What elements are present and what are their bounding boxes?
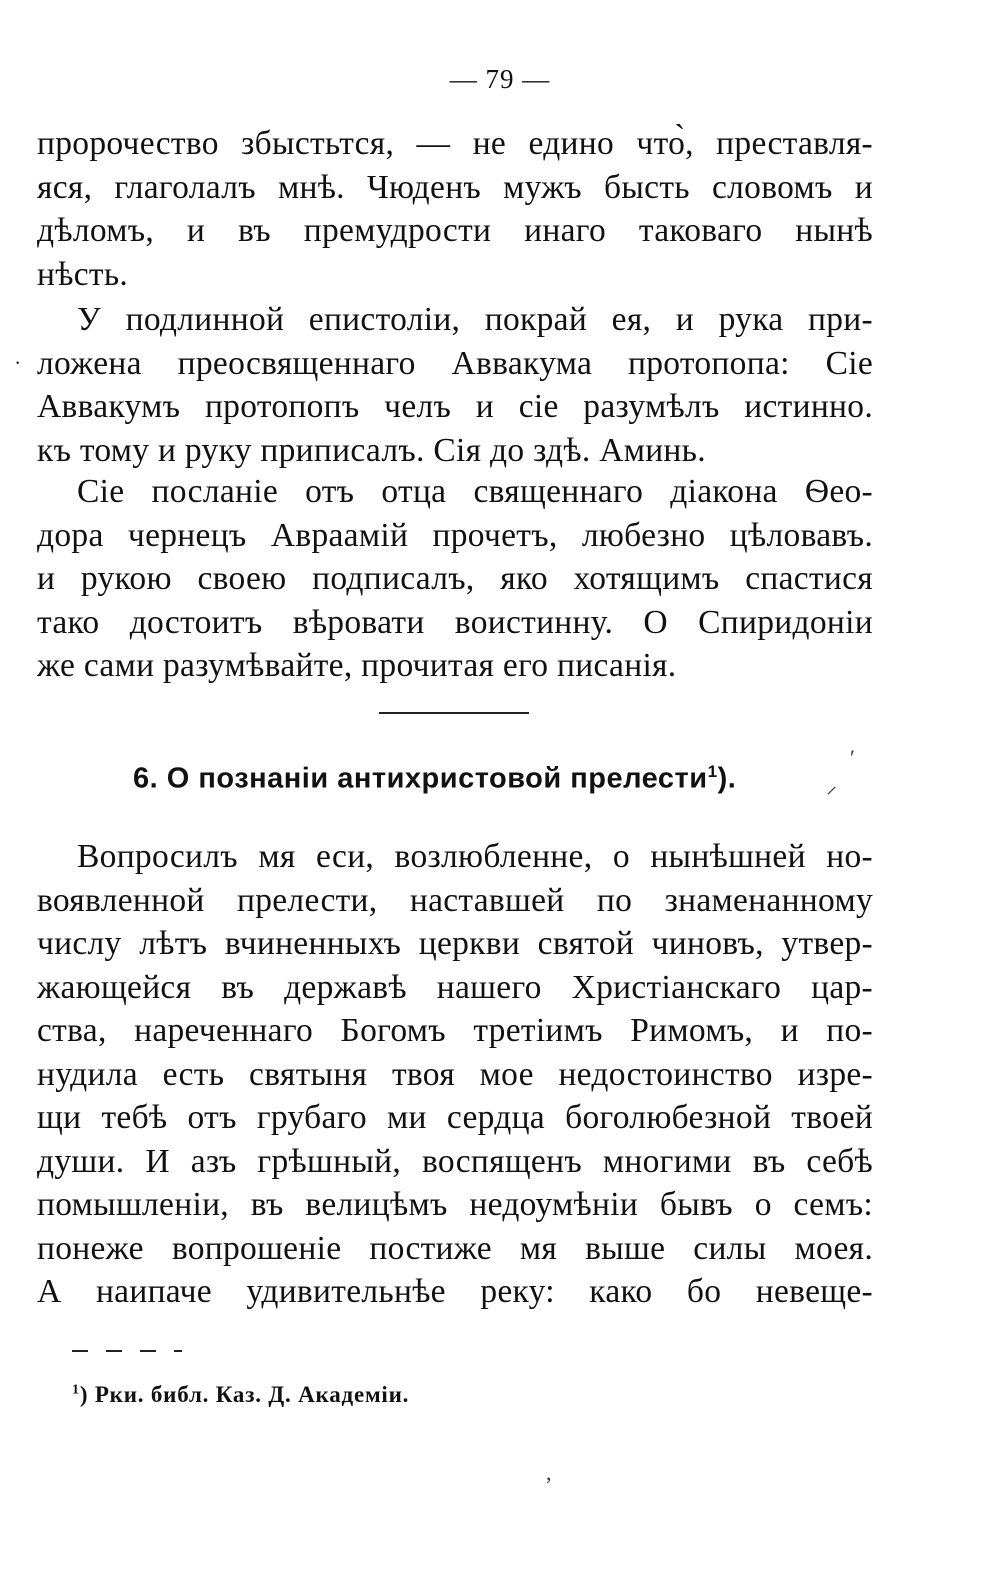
text-line: Аввакумъ протопопъ челъ и сіе разумѣлъ истинно. [37,388,873,425]
section-heading [133,762,736,796]
footnote-reference: 1 [707,762,718,781]
paragraph-1 [37,122,873,296]
text-line: души. И азъ грѣшный, воспященъ многими въ себѣ [37,1142,873,1180]
text-line: щи тебѣ отъ грубаго ми сердца боголюбезной твоей [37,1099,873,1136]
text-line: пророчество збыстьтся, — не едино что̀, преставля- [37,125,873,162]
ink-speck: ⸝ [826,773,838,798]
text-line: числу лѣтъ вчиненныхъ церкви святой чиновъ, утвер- [37,925,873,962]
text-line: дора чернецъ Авраамій прочетъ, любезно цѣловавъ. [37,516,873,554]
text-line: Сіе посланіе отъ отца священнаго діакона Ѳео- [77,473,873,510]
text-line: ства, нареченнаго Богомъ третіимъ Римомъ, и по- [37,1012,873,1049]
text-line: У подлинной епистоліи, покрай ея, и рука при- [77,301,873,338]
paragraph-2 [37,298,873,472]
text-line: А наипаче удивительнѣе реку: како бо невеще- [37,1273,873,1310]
text-line: тако достоитъ вѣровати воистинну. О Спиридоніи [37,603,873,641]
footnote-text: ) Рки. библ. Каз. Д. Академіи. [79,1382,410,1407]
footnote-marker: 1 [72,1382,80,1398]
text-line: же сами разумѣвайте, прочитая его писанія. [37,647,677,684]
text-line: понеже вопрошеніе постиже мя выше силы моея. [37,1229,873,1267]
text-line: нѣсть. [37,255,129,293]
paragraph-3 [37,470,873,688]
footnote-rule [72,1350,182,1352]
section-heading-text: 6. О познаніи антихристовой прелести [133,762,708,795]
ink-speck: , [546,1460,552,1485]
footnote [72,1382,409,1408]
ink-speck: ′ [850,745,855,770]
text-line: воявленной прелести, наставшей по знаменанному [37,881,873,919]
section-divider [379,712,529,714]
text-line: и рукою своею подписалъ, яко хотящимъ спастися [37,560,873,597]
section-heading-suffix: ). [717,762,737,795]
text-line: жающейся въ державѣ нашего Христіанскаго цар- [37,968,873,1006]
text-line: нудила есть святыня твоя мое недостоинство изре- [37,1055,873,1093]
text-line: къ тому и руку приписалъ. Сія до здѣ. Аминь. [37,431,706,469]
ink-speck: · [14,350,22,375]
text-line: ложена преосвященнаго Аввакума протопопа: Сіе [37,344,873,382]
text-line: дѣломъ, и въ премудрости инаго таковаго нынѣ [37,212,873,249]
page-number: — 79 — [449,64,551,94]
paragraph-4 [37,835,873,1314]
text-line: яся, глаголалъ мнѣ. Чюденъ мужъ бысть словомъ и [37,168,873,206]
text-line: Вопросилъ мя еси, возлюбленне, о нынѣшней но- [77,838,873,875]
text-line: помышленіи, въ велицѣмъ недоумѣніи бывъ о семъ: [37,1186,873,1223]
